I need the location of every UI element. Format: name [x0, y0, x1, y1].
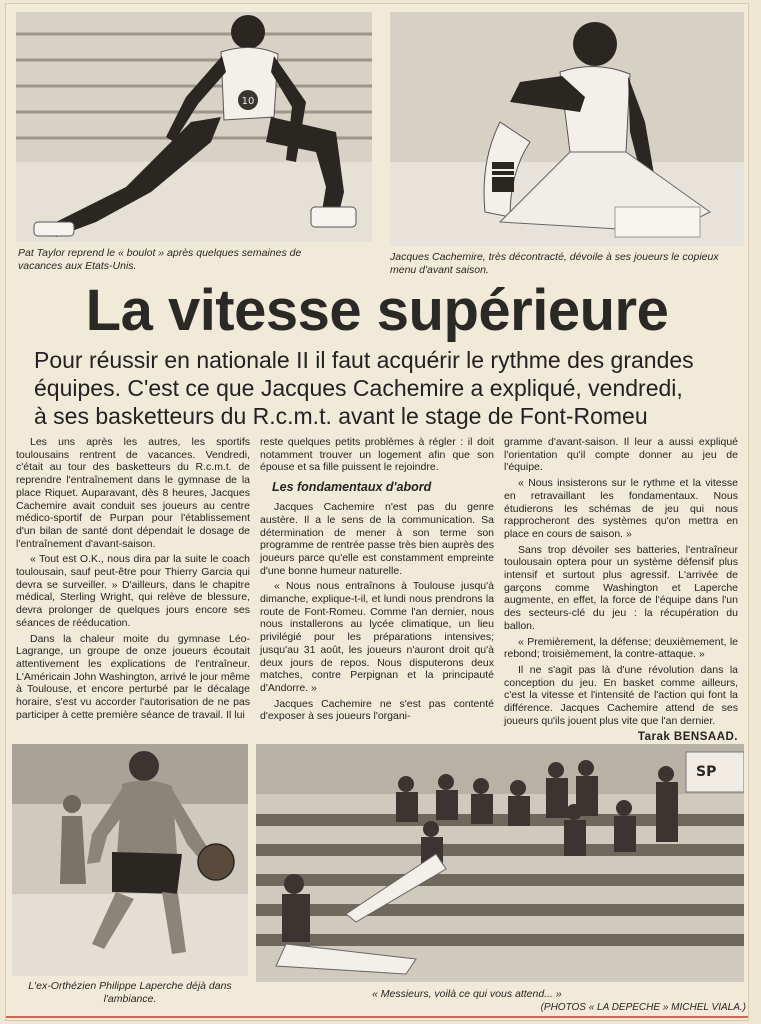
paragraph: gramme d'avant-saison. Il leur a aussi expliqué l'orientation qu'il compte donner au jeu de l'équipe.: [504, 436, 738, 474]
article-column-1: [16, 436, 250, 724]
newspaper-clipping: [6, 4, 748, 1020]
photo-team-bleachers: [256, 744, 744, 982]
paragraph: reste quelques petits problèmes à régler : il doit notamment trouver un logement afin que son épouse et sa fille puissent le rejoindre.: [260, 436, 494, 474]
photo-philippe-laperche-image: [12, 744, 248, 976]
jersey-number: 10: [241, 96, 255, 107]
paragraph: Les uns après les autres, les sportifs toulousains rentrent de vacances. Vendredi, c'était au tour des basketteurs du R.c.m.t. de reprendre l'entraînement dans le gymnase de la place Riquet. Auparavant, dès 8 heures, Jacques Cachemire avait conduit ses joueurs au centre médico-sportif de Purpan pour l'établissement d'un bilan de santé dont dépendait le dosage de l'entraînement d'avant-saison.: [16, 436, 250, 550]
photo-pat-taylor: [16, 12, 372, 242]
author-signature: Tarak BENSAAD.: [637, 731, 738, 744]
article-deck: [34, 346, 744, 430]
article-headline: La vitesse supérieure: [85, 278, 669, 343]
paragraph: « Tout est O.K., nous dira par la suite le coach toulousain, sauf peut-être pour Thierry Garcia qui devra se surveiller. » D'ailleurs, dans le chapitre médical, Sterling Wright, qui relève de blessure, devra prolonger de quelques jours encore ses séances de rééducation.: [16, 553, 250, 629]
photo-credit: (PHOTOS « LA DEPECHE » MICHEL VIALA.): [540, 1002, 746, 1013]
deck-line: à ses basketteurs du R.c.m.t. avant le stage de Font-Romeu: [34, 403, 648, 429]
paragraph: Dans la chaleur moite du gymnase Léo-Lagrange, un groupe de onze joueurs écoutait attentivement les explications de l'entraîneur. L'Américain John Washington, arrivé le jour même à Toulouse, et encore perturbé par le décalage horaire, s'est vu accorder l'autorisation de ne pas participer à cette première séance de travail. Il lui: [16, 632, 250, 721]
paragraph: Jacques Cachemire n'est pas du genre austère. Il a le sens de la communication. Sa détermination de mener à son terme son programme de rentrée passe très bien auprès des joueurs parce qu'elle est constamment empreinte d'une bonne humeur naturelle.: [260, 501, 494, 577]
photo-philippe-laperche: [12, 744, 248, 976]
paragraph: Sans trop dévoiler ses batteries, l'entraîneur toulousain optera pour un système défensif plus intensif et surtout plus agressif. L'arrivée de garçons comme Washington et Laperche augmente, en effet, la force de l'équipe dans l'un des secteurs-clé du jeu : la récupération du ballon.: [504, 543, 738, 632]
caption-bottom-left: L'ex-Orthézien Philippe Laperche déjà dans l'ambiance.: [28, 980, 232, 1005]
deck-line: équipes. C'est ce que Jacques Cachemire a expliqué, vendredi,: [34, 375, 683, 401]
paragraph: « Nous nous entraînons à Toulouse jusqu'à dimanche, explique-t-il, et lundi nous prendrons la route de Font-Romeu. Comme l'an dernier, nous nous installerons au lycée climatique, un lieu privilégié pour les préparations intensives; jusqu'au 31 août, les joueurs n'auront droit qu'à deux jours de repos. Nous disputerons deux matches, contre Perpignan et la principauté d'Andorre. »: [260, 580, 494, 694]
paragraph: Il ne s'agit pas là d'une révolution dans la conception du jeu. En basket comme ailleurs, c'est la vitesse et l'intensité de l'action qui font la différence. Jacques Cachemire attend de ses joueurs qu'ils jouent plus vite que l'an dernier.: [504, 663, 738, 727]
caption-top-left: Pat Taylor reprend le « boulot » après quelques semaines de vacances aux Etats-Unis.: [18, 247, 302, 272]
paragraph: Jacques Cachemire ne s'est pas contenté d'exposer à ses joueurs l'organi-: [260, 697, 494, 723]
article-column-3: [504, 436, 738, 744]
article-column-2: [260, 436, 494, 726]
wall-sign-text: SP: [696, 764, 717, 780]
caption-bottom-right: « Messieurs, voilà ce qui vous attend... »: [372, 988, 562, 1000]
deck-line: Pour réussir en nationale II il faut acquérir le rythme des grandes: [34, 347, 694, 373]
paragraph: « Nous insisterons sur le rythme et la vitesse en retravaillant les fondamentaux. Nous étudierons les schémas de jeu qui nous rapprocheront des systèmes qu'on mettra en place en cours de saison. »: [504, 477, 738, 540]
paragraph: « Premièrement, la défense; deuxièmement, le rebond; troisièmement, la contre-attaque. »: [504, 635, 738, 661]
photo-pat-taylor-image: [16, 12, 372, 242]
photo-team-bleachers-image: [256, 744, 744, 982]
section-subhead: Les fondamentaux d'abord: [272, 480, 432, 495]
photo-jacques-cachemire: [390, 12, 744, 246]
photo-jacques-cachemire-image: [390, 12, 744, 246]
bottom-divider: [6, 1016, 748, 1018]
caption-top-right: Jacques Cachemire, très décontracté, dévoile à ses joueurs le copieux menu d'avant saison.: [390, 251, 719, 276]
